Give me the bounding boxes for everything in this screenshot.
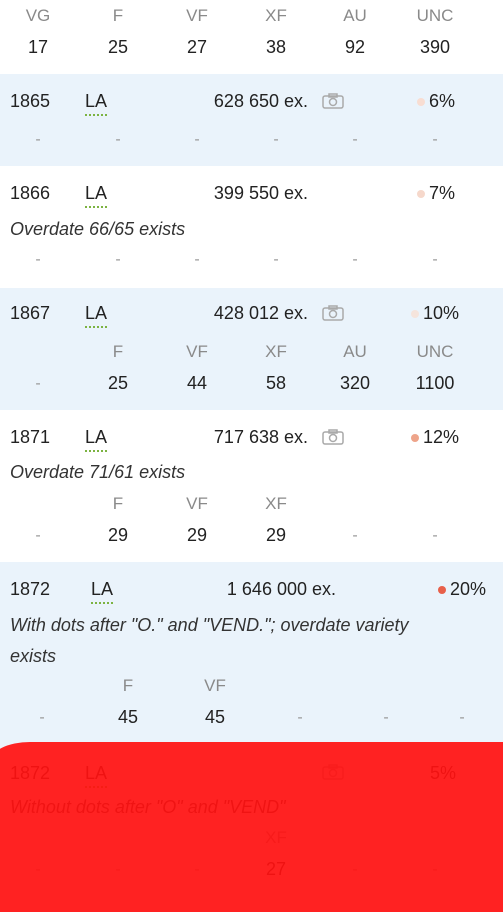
camera-icon[interactable] [322,429,344,445]
year: 1866 [10,183,51,203]
price-dash: - [459,709,465,726]
grade-label-vg: VG [25,6,51,25]
price-dash: - [352,527,358,544]
year: 1871 [10,427,51,447]
rarity-dot [417,190,425,198]
grade-label-f: F [112,494,124,513]
year: 1872 [10,579,51,599]
grade-label-f: F [122,676,134,695]
price-dash: - [115,251,121,268]
price-f: 25 [107,373,129,393]
grade-label-au: AU [343,6,367,25]
price-vf: 45 [204,707,226,727]
price-vg: 17 [27,37,49,57]
rarity-indicator [417,90,455,112]
price-dash: - [35,527,41,544]
grade-label-vf: VF [186,342,208,361]
mintage: 717 638 ex. [213,427,308,447]
grade-label-unc: UNC [416,6,454,25]
red-highlight-overlay [0,742,503,912]
price-dash: - [273,131,279,148]
coin-row-1866[interactable] [0,166,503,288]
rarity-percent: 6% [429,91,456,111]
price-dash: - [35,375,41,392]
mint-mark-link[interactable]: LA [85,90,107,116]
rarity-indicator [417,182,455,204]
grade-label-f: F [112,6,124,25]
price-f: 45 [117,707,139,727]
variety-note: With dots after "O." and "VEND."; overdate variety [10,615,409,635]
rarity-percent: 7% [429,183,456,203]
price-dash: - [194,251,200,268]
year: 1865 [10,91,51,111]
price-xf: 29 [265,525,287,545]
variety-note: Overdate 66/65 exists [10,219,186,239]
grade-label-xf: XF [265,494,287,513]
coin-row-1865[interactable] [0,74,503,166]
price-dash: - [352,251,358,268]
price-dash: - [432,527,438,544]
grade-label-unc: UNC [416,342,454,361]
mint-mark-link[interactable]: LA [85,182,107,208]
rarity-dot [438,586,446,594]
mintage: 628 650 ex. [213,91,308,111]
grade-label-xf: XF [265,6,287,25]
price-dash: - [35,251,41,268]
grade-label-xf: XF [265,342,287,361]
price-f: 25 [107,37,129,57]
rarity-dot [417,98,425,106]
price-vf: 44 [186,373,208,393]
price-vf: 29 [186,525,208,545]
coin-row-1871[interactable] [0,410,503,562]
year: 1867 [10,303,51,323]
mint-mark-link[interactable]: LA [91,578,113,604]
coin-row-1867[interactable] [0,288,503,410]
price-dash: - [194,131,200,148]
rarity-dot [411,310,419,318]
price-xf: 58 [265,373,287,393]
price-dash: - [115,131,121,148]
rarity-indicator [411,302,459,324]
rarity-percent: 12% [423,427,460,447]
price-dash: - [297,709,303,726]
mintage: 399 550 ex. [213,183,308,203]
mint-mark-link[interactable]: LA [85,426,107,452]
mint-mark-link[interactable]: LA [85,302,107,328]
variety-note: Overdate 71/61 exists [10,462,186,482]
price-dash: - [352,131,358,148]
camera-icon[interactable] [322,305,344,321]
price-dash: - [432,131,438,148]
rarity-indicator [438,578,486,600]
top-grade-block [0,0,503,74]
grade-label-vf: VF [186,6,208,25]
price-xf: 38 [265,37,287,57]
price-dash: - [432,251,438,268]
price-unc: 1100 [415,373,455,393]
grade-label-f: F [112,342,124,361]
variety-note: exists [10,646,57,666]
price-dash: - [35,131,41,148]
coin-row-1872-dots[interactable] [0,562,503,750]
price-vf: 27 [186,37,208,57]
mintage: 1 646 000 ex. [226,579,336,599]
camera-icon[interactable] [322,93,344,109]
grade-label-vf: VF [186,494,208,513]
price-au: 320 [339,373,371,393]
rarity-percent: 10% [423,303,460,323]
grade-label-au: AU [343,342,367,361]
price-au: 92 [344,37,366,57]
mintage: 428 012 ex. [213,303,308,323]
rarity-percent: 20% [450,579,487,599]
grade-label-vf: VF [204,676,226,695]
price-f: 29 [107,525,129,545]
price-dash: - [273,251,279,268]
rarity-indicator [411,426,459,448]
price-dash: - [383,709,389,726]
price-dash: - [39,709,45,726]
price-unc: 390 [419,37,451,57]
rarity-dot [411,434,419,442]
